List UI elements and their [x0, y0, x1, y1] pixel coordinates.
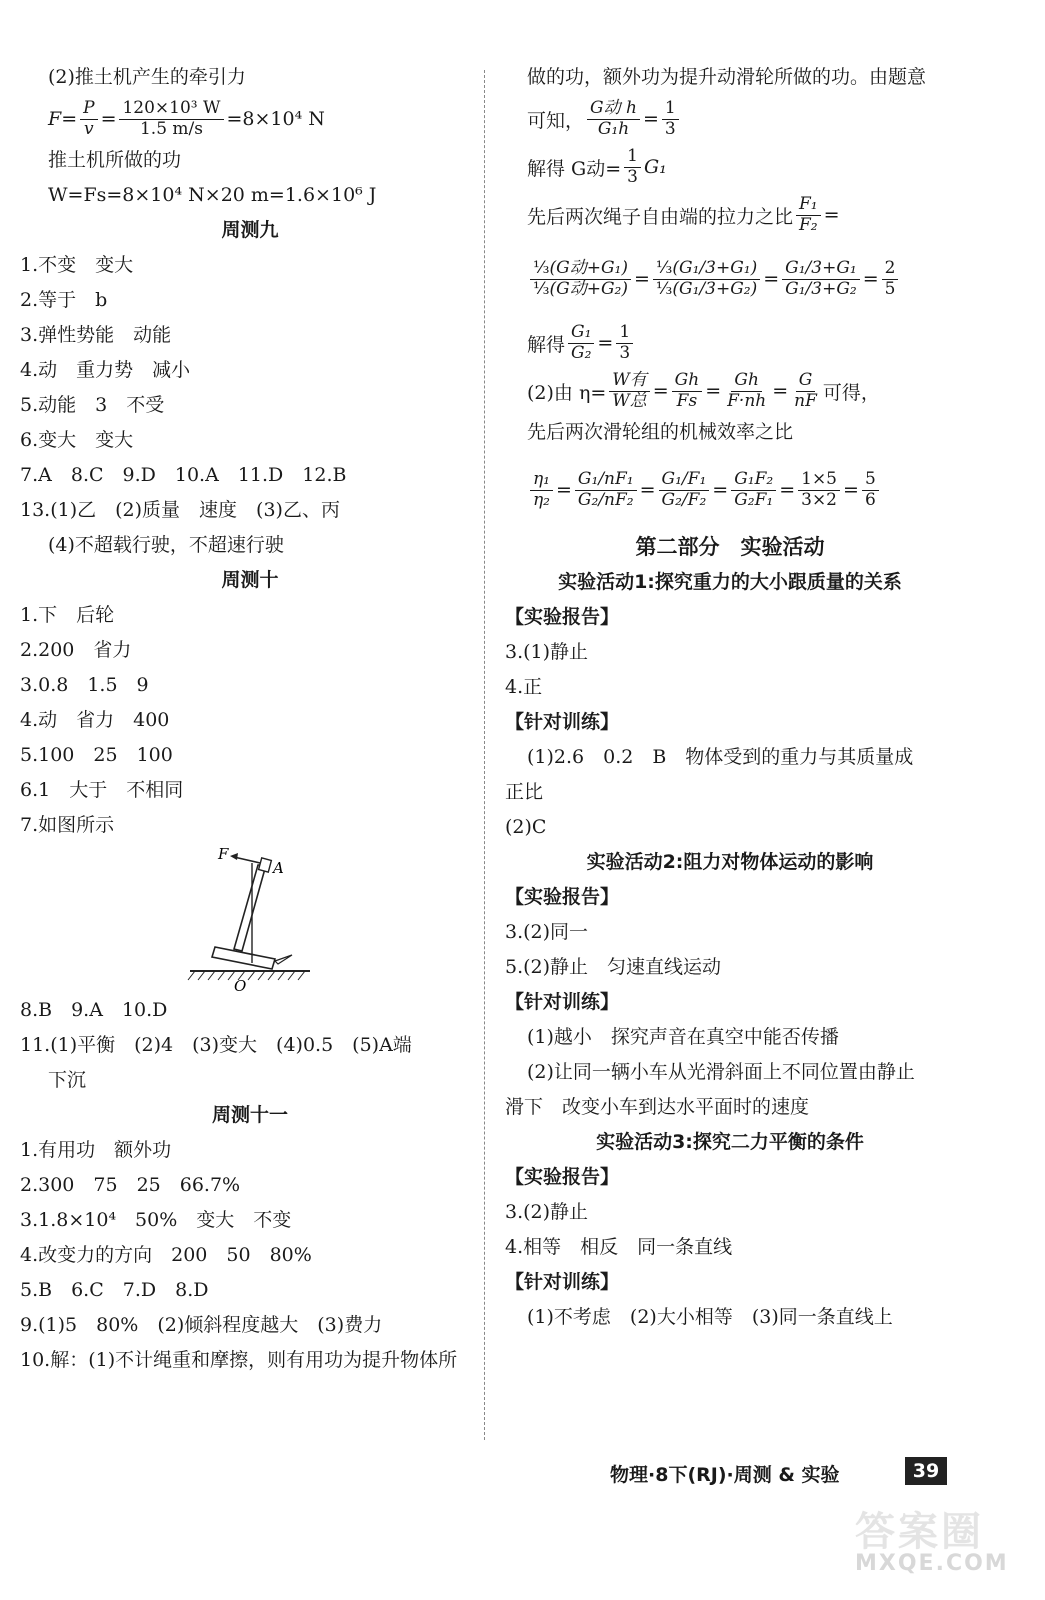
ratio-line: 先后两次绳子自由端的拉力之比 $\frac{\text{F₁}}{\text{F₂}}$ =: [527, 193, 840, 235]
watermark-text: 答案圈: [855, 1509, 984, 1555]
activity2-title: 实验活动2:阻力对物体运动的影响: [586, 851, 874, 873]
part2-title: 第二部分 实验活动: [635, 535, 825, 559]
activity3-title: 实验活动3:探究二力平衡的条件: [596, 1131, 864, 1153]
label-F: F: [218, 845, 229, 863]
answer-line: 5.100 25 100: [20, 744, 173, 766]
answer-line: 4.动 重力势 减小: [20, 359, 191, 381]
equation-2: 解得 G动= $\frac{1}{3}$ G₁: [527, 145, 667, 187]
answer-line: 下沉: [48, 1069, 87, 1091]
answer-line: 5.(2)静止 匀速直线运动: [505, 956, 722, 978]
report-label: 【实验报告】: [505, 1166, 620, 1188]
watermark-url: MXQE.COM: [855, 1551, 1009, 1576]
answer-line: 滑下 改变小车到达水平面时的速度: [505, 1096, 810, 1118]
training-label: 【针对训练】: [505, 1271, 620, 1293]
column-divider: [484, 70, 485, 1440]
answer-line: 8.B 9.A 10.D: [20, 999, 168, 1021]
answer-line: 2.300 75 25 66.7%: [20, 1174, 241, 1196]
answer-line: (2)让同一辆小车从光滑斜面上不同位置由静止: [527, 1061, 915, 1083]
answer-line: 3.1.8×10⁴ 50% 变大 不变: [20, 1209, 292, 1231]
equation-3: $\frac{\text{⅓(G动+G₁)}}{\text{⅓(G动+G₂)}}$ = $\frac{\text{⅓(G₁/3+G₁)}}{\text{⅓(G₁/3+G₂)}}$ = $\frac{\text{G₁/3+G₁}}{\text{G₁/3+G₂}}$ = $\frac{2}{5}$: [505, 239, 955, 319]
answer-line: (1)不考虑 (2)大小相等 (3)同一条直线上: [527, 1306, 893, 1328]
answer-line: 3.弹性势能 动能: [20, 324, 172, 346]
report-label: 【实验报告】: [505, 886, 620, 908]
answer-line: 5.动能 3 不受: [20, 394, 165, 416]
training-label: 【针对训练】: [505, 991, 620, 1013]
solution-line: 做的功，额外功为提升动滑轮所做的功。由题意: [527, 66, 927, 88]
label-O: O: [234, 977, 247, 993]
answer-line: 2.等于 b: [20, 289, 108, 311]
answer-line: 4.动 省力 400: [20, 709, 170, 731]
week10-title: 周测十: [221, 569, 279, 591]
answer-line: 6.变大 变大: [20, 429, 134, 451]
answer-line: (1)2.6 0.2 B 物体受到的重力与其质量成: [527, 746, 914, 768]
answer-line: 1.有用功 额外功: [20, 1139, 172, 1161]
answer-line: 7.如图所示: [20, 814, 115, 836]
left-column: [20, 60, 480, 1378]
right-column: [505, 60, 955, 1335]
answer-line: 9.(1)5 80% (2)倾斜程度越大 (3)费力: [20, 1314, 383, 1336]
answer-line: 1.不变 变大: [20, 254, 134, 276]
answer-line: 7.A 8.C 9.D 10.A 11.D 12.B: [20, 464, 347, 486]
equation-4: 解得 $\frac{\text{G₁}}{\text{G₂}}$ = $\frac{1}{3}$: [505, 319, 955, 367]
footer-text: 物理·8下(RJ)·周测 & 实验: [610, 1464, 840, 1486]
page-number: 39: [905, 1457, 947, 1485]
answer-line: 4.正: [505, 676, 543, 698]
lever-figure: [20, 843, 480, 993]
week11-title: 周测十一: [211, 1104, 288, 1126]
answer-line: 2.200 省力: [20, 639, 132, 661]
answer-line: 1.下 后轮: [20, 604, 115, 626]
answer-line: (2)C: [505, 816, 547, 838]
label-A: A: [273, 859, 284, 877]
activity1-title: 实验活动1:探究重力的大小跟质量的关系: [558, 571, 902, 593]
answer-line: 4.改变力的方向 200 50 80%: [20, 1244, 312, 1266]
report-label: 【实验报告】: [505, 606, 620, 628]
lever-diagram: [20, 843, 480, 993]
efficiency-line: 先后两次滑轮组的机械效率之比: [527, 421, 794, 443]
equation-5: (2)由 η= $\frac{\text{W有}}{\text{W总}}$ = $\frac{Gh}{Fs}$ = $\frac{Gh}{F\cdot nh}$ = $\frac{G}{nF}$ 可得，: [527, 369, 880, 411]
work-equation: W=Fs=8×10⁴ N×20 m=1.6×10⁶ J: [48, 184, 377, 206]
answer-line: 11.(1)平衡 (2)4 (3)变大 (4)0.5 (5)A端: [20, 1034, 412, 1056]
traction-label: (2)推土机产生的牵引力: [48, 66, 246, 88]
force-equation: F = $\frac{P}{v}$ = $\frac{\text{120×10³ W}}{1.5 m/s}$ =8×10⁴ N: [48, 97, 325, 139]
answer-line: (4)不超载行驶，不超速行驶: [48, 534, 284, 556]
answer-line: 10.解：(1)不计绳重和摩擦，则有用功为提升物体所: [20, 1349, 458, 1371]
watermark-logo: [855, 1500, 1030, 1576]
answer-line: 13.(1)乙 (2)质量 速度 (3)乙、丙: [20, 499, 340, 521]
equation-1: 可知， $\frac{\text{G动 h}}{\text{G₁h}}$ = $\frac{1}{3}$: [505, 95, 955, 143]
answer-line: 5.B 6.C 7.D 8.D: [20, 1279, 209, 1301]
answer-line: 3.0.8 1.5 9: [20, 674, 149, 696]
work-label: 推土机所做的功: [48, 149, 182, 171]
week9-title: 周测九: [221, 219, 279, 241]
answer-line: 3.(2)静止: [505, 1201, 589, 1223]
answer-line: 4.相等 相反 同一条直线: [505, 1236, 733, 1258]
answer-line: (1)越小 探究声音在真空中能否传播: [527, 1026, 839, 1048]
equation-6: $\frac{\text{η₁}}{\text{η₂}}$ = $\frac{\text{G₁/nF₁}}{\text{G₂/nF₂}}$ = $\frac{\text{G₁/F₁}}{\text{G₂/F₂}}$ = $\frac{\text{G₁F₂}}{\text{G₂F₁}}$ = $\frac{1\times 5}{3\times 2}$ = $\frac{5}{6}$: [505, 450, 955, 530]
answer-line: 3.(2)同一: [505, 921, 589, 943]
answer-line: 正比: [505, 781, 544, 803]
answer-line: 6.1 大于 不相同: [20, 779, 184, 801]
answer-line: 3.(1)静止: [505, 641, 589, 663]
training-label: 【针对训练】: [505, 711, 620, 733]
